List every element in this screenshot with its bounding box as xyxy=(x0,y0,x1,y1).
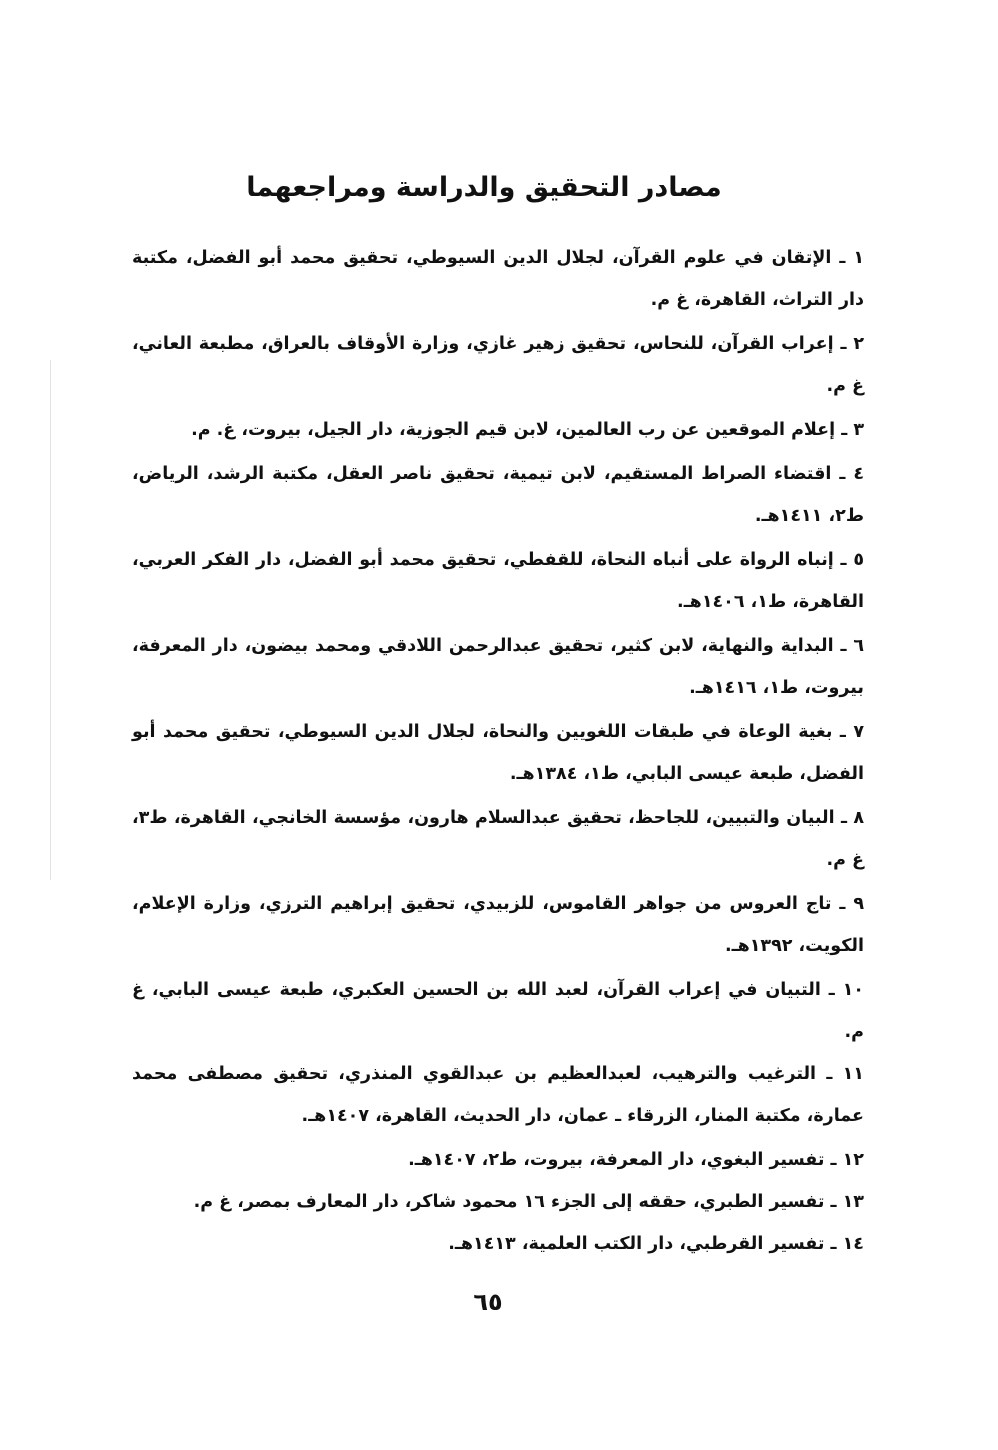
bibliography-entry: ١١ ـ الترغيب والترهيب، لعبدالعظيم بن عبدالقوي المنذري، تحقيق مصطفى محمد عمارة، مكتبة المنار، الزرقاء ـ عمان، دار الحديث، القاهرة، ١٤٠٧هـ. xyxy=(132,1064,864,1126)
bibliography-entry: ٥ ـ إنباه الرواة على أنباه النحاة، للقفطي، تحقيق محمد أبو الفضل، دار الفكر العربي، القاهرة، ط١، ١٤٠٦هـ. xyxy=(132,550,864,612)
margin-rule xyxy=(50,360,51,880)
bibliography-entry: ١٣ ـ تفسير الطبري، حققه إلى الجزء ١٦ محمود شاكر، دار المعارف بمصر، غ م. xyxy=(193,1192,864,1212)
page-title: مصادر التحقيق والدراسة ومراجعهما xyxy=(246,172,722,203)
bibliography-entry: ١٤ ـ تفسير القرطبي، دار الكتب العلمية، ١٤١٣هـ. xyxy=(448,1234,864,1254)
bibliography-entry: ٧ ـ بغية الوعاة في طبقات اللغويين والنحاة، لجلال الدين السيوطي، تحقيق محمد أبو الفضل، طبعة عيسى البابي، ط١، ١٣٨٤هـ. xyxy=(132,722,864,784)
bibliography-entry: ٢ ـ إعراب القرآن، للنحاس، تحقيق زهير غازي، وزارة الأوقاف بالعراق، مطبعة العاني، غ م. xyxy=(132,334,864,396)
bibliography-entry: ٩ ـ تاج العروس من جواهر القاموس، للزبيدي، تحقيق إبراهيم الترزي، وزارة الإعلام، الكويت، ١٣٩٢هـ. xyxy=(132,894,864,956)
bibliography-entry: ٤ ـ اقتضاء الصراط المستقيم، لابن تيمية، تحقيق ناصر العقل، مكتبة الرشد، الرياض، ط٢، ١٤١١هـ. xyxy=(132,464,864,526)
bibliography-entry: ١٢ ـ تفسير البغوي، دار المعرفة، بيروت، ط٢، ١٤٠٧هـ. xyxy=(408,1150,864,1170)
bibliography-list xyxy=(132,237,864,1265)
bibliography-entry: ٦ ـ البداية والنهاية، لابن كثير، تحقيق عبدالرحمن اللادقي ومحمد بيضون، دار المعرفة، بيروت، ط١، ١٤١٦هـ. xyxy=(132,636,864,698)
bibliography-entry: ٨ ـ البيان والتبيين، للجاحظ، تحقيق عبدالسلام هارون، مؤسسة الخانجي، القاهرة، ط٣، غ م. xyxy=(132,808,864,870)
bibliography-entry: ٣ ـ إعلام الموقعين عن رب العالمين، لابن قيم الجوزية، دار الجيل، بيروت، غ. م. xyxy=(191,420,864,440)
bibliography-entry: ١ ـ الإتقان في علوم القرآن، لجلال الدين السيوطي، تحقيق محمد أبو الفضل، مكتبة دار التراث، القاهرة، غ م. xyxy=(132,248,864,310)
page-number: ٦٥ xyxy=(473,1288,503,1316)
bibliography-entry: ١٠ ـ التبيان في إعراب القرآن، لعبد الله بن الحسين العكبري، طبعة عيسى البابي، غ م. xyxy=(132,980,864,1042)
